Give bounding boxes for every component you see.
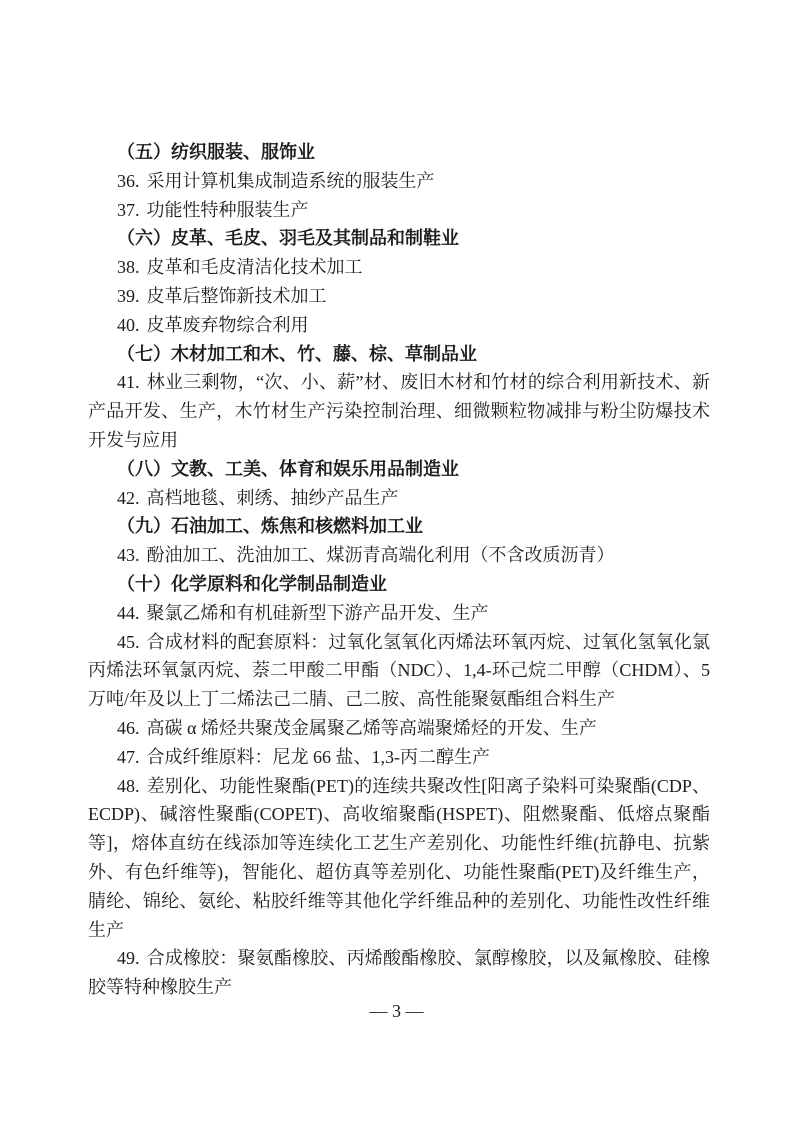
catalog-item bbox=[88, 282, 710, 311]
item-number: 41. bbox=[117, 372, 140, 393]
item-text: 高档地毯、刺绣、抽纱产品生产 bbox=[146, 487, 399, 508]
item-text: 皮革后整饰新技术加工 bbox=[146, 285, 327, 306]
item-text: 合成橡胶：聚氨酯橡胶、丙烯酸酯橡胶、氯醇橡胶，以及氟橡胶、硅橡胶等特种橡胶生产 bbox=[88, 948, 710, 998]
catalog-item bbox=[88, 253, 710, 282]
item-text: 功能性特种服装生产 bbox=[146, 199, 309, 220]
catalog-item bbox=[88, 167, 710, 196]
item-number: 47. bbox=[117, 746, 140, 767]
item-number: 36. bbox=[117, 170, 140, 191]
item-number: 38. bbox=[117, 257, 140, 278]
item-text: 差别化、功能性聚酯(PET)的连续共聚改性[阳离子染料可染聚酯(CDP、ECDP)、碱溶性聚酯(COPET)、高收缩聚酯(HSPET)、阻燃聚酯、低熔点聚酯等]，熔体直纺在线添加等连续化工艺生产差别化、功能性纤维(抗静电、抗紫外、有色纤维等)，智能化、超仿真等差别化、功能性聚酯(PET)及纤维生产，腈纶、锦纶、氨纶、粘胶纤维等其他化学纤维品种的差别化、功能性改性纤维生产 bbox=[88, 775, 710, 940]
item-text: 聚氯乙烯和有机硅新型下游产品开发、生产 bbox=[146, 602, 489, 623]
item-text: 皮革废弃物综合利用 bbox=[146, 314, 309, 335]
section-heading-text: （八）文教、工美、体育和娱乐用品制造业 bbox=[117, 458, 459, 479]
section bbox=[88, 570, 710, 1002]
section-heading-text: （六）皮革、毛皮、羽毛及其制品和制鞋业 bbox=[117, 228, 459, 249]
catalog-item bbox=[88, 311, 710, 340]
item-number: 42. bbox=[117, 487, 140, 508]
item-number: 45. bbox=[117, 631, 140, 652]
section-heading bbox=[88, 224, 710, 253]
item-text: 合成纤维原料：尼龙 66 盐、1,3-丙二醇生产 bbox=[146, 746, 490, 767]
item-text: 皮革和毛皮清洁化技术加工 bbox=[146, 257, 363, 278]
catalog-item bbox=[88, 944, 710, 1002]
section bbox=[88, 340, 710, 455]
section-heading bbox=[88, 340, 710, 369]
section bbox=[88, 512, 710, 570]
section bbox=[88, 455, 710, 513]
page-footer bbox=[0, 1000, 793, 1022]
item-number: 46. bbox=[117, 717, 140, 738]
catalog-item bbox=[88, 599, 710, 628]
catalog-item bbox=[88, 368, 710, 454]
section-heading-text: （七）木材加工和木、竹、藤、棕、草制品业 bbox=[117, 343, 477, 364]
section bbox=[88, 138, 710, 224]
item-number: 40. bbox=[117, 314, 140, 335]
section-heading-text: （十）化学原料和化学制品制造业 bbox=[117, 573, 387, 594]
section-heading-text: （九）石油加工、炼焦和核燃料加工业 bbox=[117, 516, 423, 537]
catalog-item bbox=[88, 772, 710, 945]
section-heading-text: （五）纺织服装、服饰业 bbox=[117, 142, 315, 162]
section-heading bbox=[88, 455, 710, 484]
item-number: 49. bbox=[117, 948, 140, 969]
item-text: 合成材料的配套原料：过氧化氢氧化丙烯法环氧丙烷、过氧化氢氧化氯丙烯法环氧氯丙烷、萘二甲酸二甲酯（NDC）、1,4-环己烷二甲醇（CHDM）、5 万吨/年及以上丁二烯法己二腈、己二胺、高性能聚氨酯组合料生产 bbox=[88, 631, 710, 710]
item-number: 44. bbox=[117, 602, 140, 623]
catalog-item bbox=[88, 714, 710, 743]
item-text: 林业三剩物，“次、小、薪”材、废旧木材和竹材的综合利用新技术、新产品开发、生产，木竹材生产污染控制治理、细微颗粒物减排与粉尘防爆技术开发与应用 bbox=[88, 372, 710, 450]
catalog-item bbox=[88, 628, 710, 714]
item-number: 48. bbox=[117, 775, 140, 796]
item-text: 采用计算机集成制造系统的服装生产 bbox=[146, 170, 435, 191]
item-number: 39. bbox=[117, 285, 140, 306]
catalog-item bbox=[88, 484, 710, 513]
section-heading bbox=[88, 512, 710, 541]
item-text: 高碳 α 烯烃共聚茂金属聚乙烯等高端聚烯烃的开发、生产 bbox=[146, 717, 597, 738]
item-number: 43. bbox=[117, 545, 140, 566]
item-text: 酚油加工、洗油加工、煤沥青高端化利用（不含改质沥青） bbox=[146, 545, 615, 566]
catalog-item bbox=[88, 196, 710, 225]
catalog-item bbox=[88, 541, 710, 570]
catalog-item bbox=[88, 743, 710, 772]
document-body bbox=[88, 138, 710, 1002]
section bbox=[88, 224, 710, 339]
section-heading bbox=[88, 138, 710, 167]
section-heading bbox=[88, 570, 710, 599]
item-number: 37. bbox=[117, 199, 140, 220]
page-number: — 3 — bbox=[369, 1001, 424, 1021]
